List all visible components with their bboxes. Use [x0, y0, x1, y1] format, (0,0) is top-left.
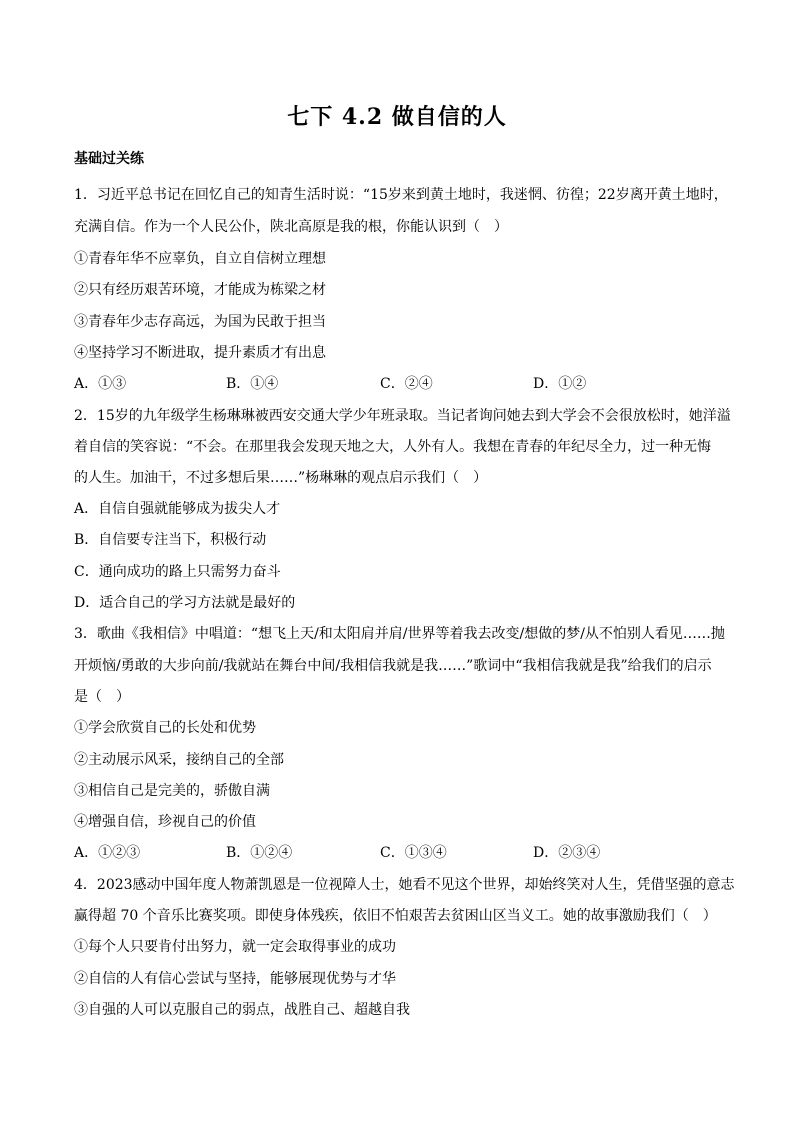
q2-stem-line-3: 的人生。加油干，不过多想后果……”杨琳琳的观点启示我们（ ） — [74, 470, 488, 486]
q2-option-d: D．适合自己的学习方法就是最好的 — [74, 595, 296, 611]
q3-stem-line-3: 是（ ） — [74, 689, 130, 705]
q3-stem-line-1: 3．歌曲《我相信》中唱道：“想飞上天/和太阳肩并肩/世界等着我去改变/想做的梦/从不怕别人看见……抛 — [74, 626, 725, 642]
q1-item: ①青春年华不应辜负，自立自信树立理想 — [74, 251, 326, 267]
page-title: 七下 4.2 做自信的人 — [287, 104, 507, 130]
q3-option-b: B．①②④ — [226, 845, 293, 861]
q2-option-c: C．通向成功的路上只需努力奋斗 — [74, 564, 281, 580]
q3-option-d: D．②③④ — [533, 845, 601, 861]
q3-item: ①学会欣赏自己的长处和优势 — [74, 720, 256, 736]
q1-options — [74, 373, 714, 393]
q3-option-a: A．①②③ — [74, 845, 141, 861]
q1-option-c: C．②④ — [380, 376, 433, 392]
q4-item: ①每个人只要肯付出努力，就一定会取得事业的成功 — [74, 939, 396, 955]
q3-item: ③相信自己是完美的，骄傲自满 — [74, 783, 270, 799]
q3-item: ④增强自信，珍视自己的价值 — [74, 814, 256, 830]
q3-stem-line-2: 开烦恼/勇敢的大步向前/我就站在舞台中间/我相信我就是我……”歌词中“我相信我就是我”给我们的启示 — [74, 658, 712, 674]
q3-option-c: C．①③④ — [380, 845, 447, 861]
q2-stem-line-1: 2．15岁的九年级学生杨琳琳被西安交通大学少年班录取。当记者询问她去到大学会不会很放松时，她洋溢 — [74, 408, 731, 424]
q3-item: ②主动展示风采，接纳自己的全部 — [74, 752, 284, 768]
q4-stem-line-1: 4．2023感动中国年度人物萧凯恩是一位视障人士，她看不见这个世界，却始终笑对人生，凭借坚强的意志 — [74, 877, 735, 893]
q1-item: ②只有经历艰苦环境，才能成为栋梁之材 — [74, 282, 326, 298]
q2-option-b: B．自信要专注当下，积极行动 — [74, 532, 267, 548]
q3-options — [74, 842, 714, 862]
q1-item: ④坚持学习不断进取，提升素质才有出息 — [74, 345, 326, 361]
q1-option-d: D．①② — [533, 376, 587, 392]
q2-option-a: A．自信自强就能够成为拔尖人才 — [74, 501, 281, 517]
q1-stem-line-2: 充满自信。作为一个人民公仆，陕北高原是我的根，你能认识到（ ） — [74, 219, 508, 235]
q4-item: ③自强的人可以克服自己的弱点，战胜自己、超越自我 — [74, 1002, 410, 1018]
q2-stem-line-2: 着自信的笑容说：“不会。在那里我会发现天地之大，人外有人。我想在青春的年纪尽全力，过一种无悔 — [74, 439, 712, 455]
section-heading: 基础过关练 — [74, 151, 144, 167]
q4-stem-line-2: 赢得超 70 个音乐比赛奖项。即使身体残疾，依旧不怕艰苦去贫困山区当义工。她的故事激励我们（ ） — [74, 908, 717, 924]
q1-stem-line-1: 1．习近平总书记在回忆自己的知青生活时说：“15岁来到黄土地时，我迷惘、彷徨；22岁离开黄土地时， — [74, 187, 728, 203]
q1-item: ③青春年少志存高远，为国为民敢于担当 — [74, 314, 326, 330]
q4-item: ②自信的人有信心尝试与坚持，能够展现优势与才华 — [74, 971, 396, 987]
q1-option-b: B．①④ — [226, 376, 279, 392]
q1-option-a: A．①③ — [74, 376, 127, 392]
